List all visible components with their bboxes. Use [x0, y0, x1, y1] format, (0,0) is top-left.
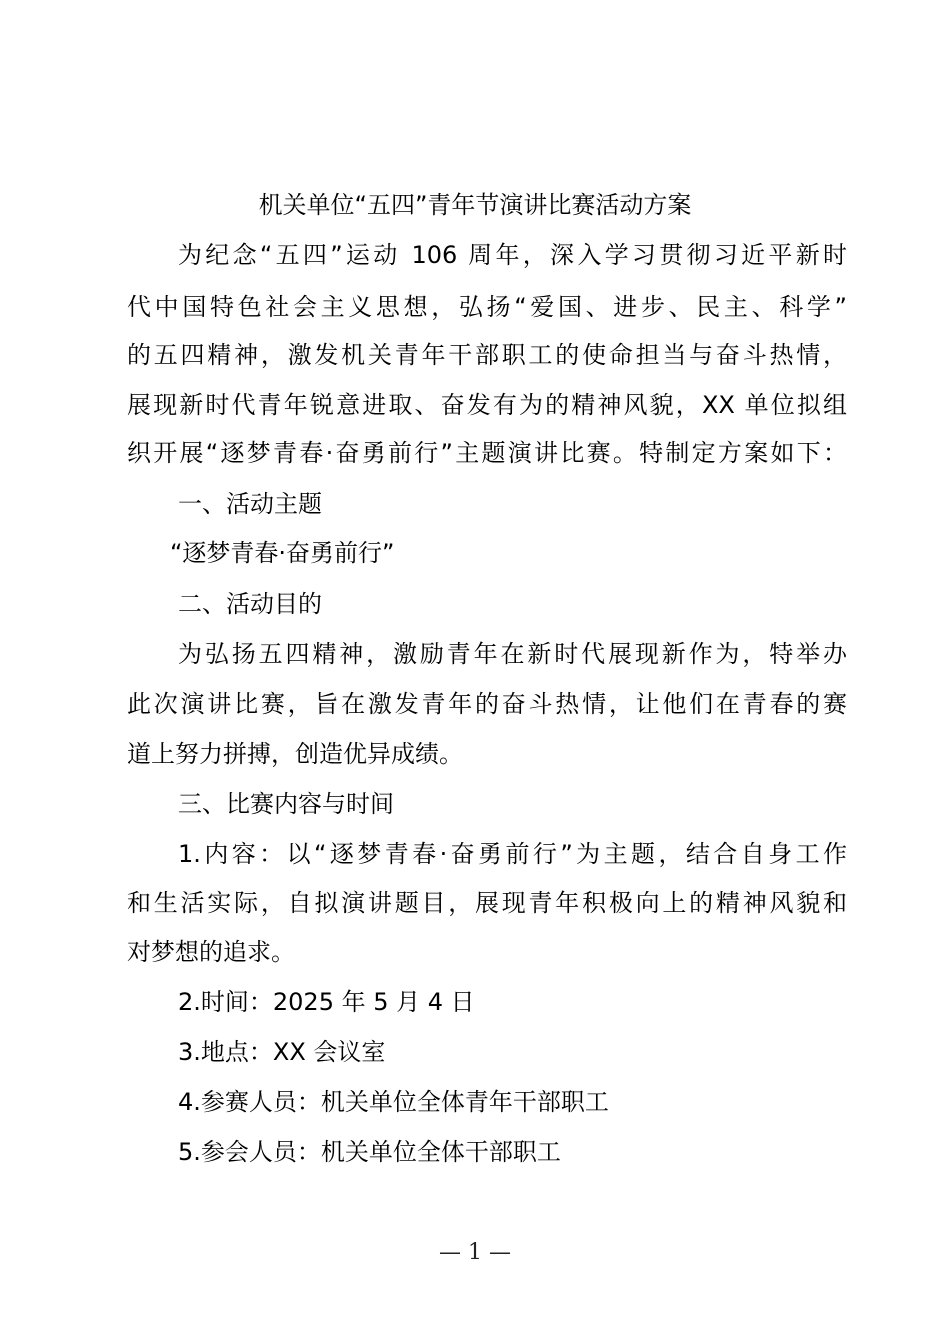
section1-heading: 一、活动主题: [178, 490, 322, 518]
page-number: — 1 —: [439, 1240, 511, 1265]
section2-heading: 二、活动目的: [178, 590, 322, 618]
item1-line-2: 和生活实际，自拟演讲题目，展现青年积极向上的精神风貌和: [127, 889, 847, 917]
item2-time: 2.时间：2025 年 5 月 4 日: [178, 988, 475, 1016]
item1-line-3: 对梦想的追求。: [127, 938, 295, 966]
intro-line-1: 为纪念“五四”运动 106 周年，深入学习贯彻习近平新时: [178, 241, 847, 269]
section2-line-1: 为弘扬五四精神，激励青年在新时代展现新作为，特举办: [178, 640, 847, 668]
section2-line-2: 此次演讲比赛，旨在激发青年的奋斗热情，让他们在青春的赛: [127, 690, 847, 718]
item4-participants: 4.参赛人员：机关单位全体青年干部职工: [178, 1088, 609, 1116]
document-title: 机关单位“五四”青年节演讲比赛活动方案: [258, 191, 692, 219]
section2-line-3: 道上努力拼搏，创造优异成绩。: [127, 740, 463, 768]
intro-line-4: 展现新时代青年锐意进取、奋发有为的精神风貌，XX 单位拟组: [127, 391, 847, 419]
item3-location: 3.地点：XX 会议室: [178, 1038, 386, 1066]
intro-line-2: 代中国特色社会主义思想，弘扬“爱国、进步、民主、科学”: [127, 293, 847, 321]
section3-heading: 三、比赛内容与时间: [178, 790, 394, 818]
item5-attendees: 5.参会人员：机关单位全体干部职工: [178, 1138, 561, 1166]
item1-line-1: 1.内容：以“逐梦青春·奋勇前行”为主题，结合自身工作: [178, 840, 847, 868]
intro-line-5: 织开展“逐梦青春·奋勇前行”主题演讲比赛。特制定方案如下：: [127, 439, 847, 467]
intro-line-3: 的五四精神，激发机关青年干部职工的使命担当与奋斗热情，: [127, 341, 847, 369]
section1-body: “逐梦青春·奋勇前行”: [170, 539, 395, 567]
